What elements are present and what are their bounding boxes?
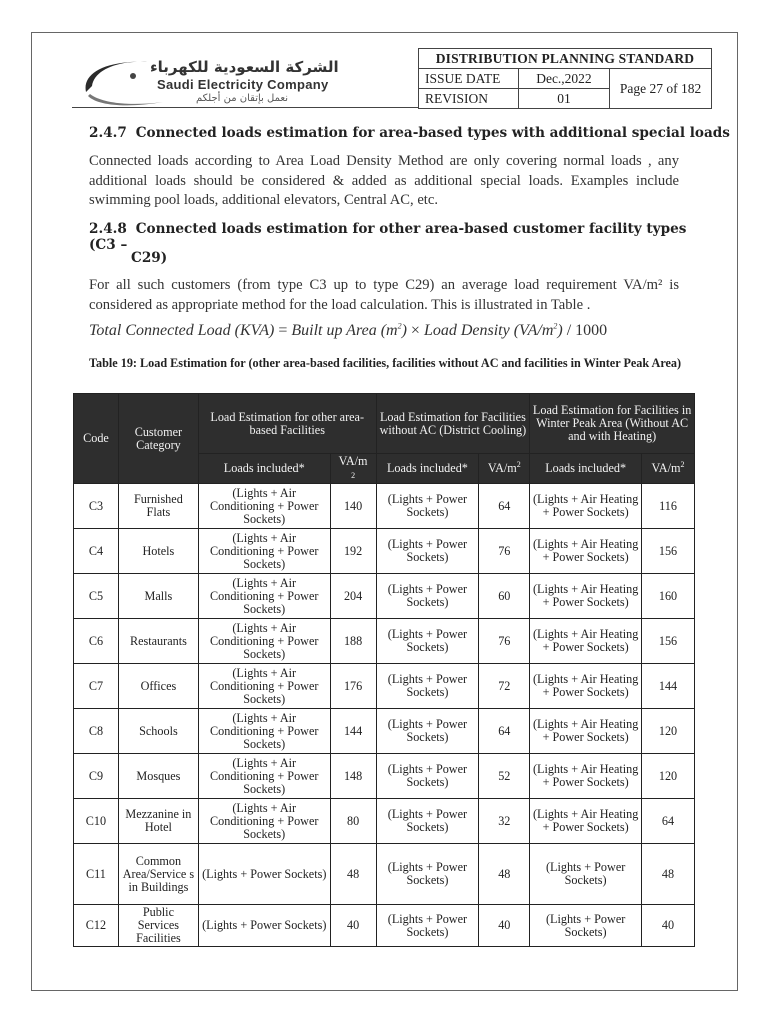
cell-category: Public Services Facilities bbox=[118, 905, 198, 947]
cell-loads-area-based: (Lights + Air Conditioning + Power Sockets) bbox=[198, 799, 330, 844]
cell-code: C4 bbox=[74, 529, 119, 574]
unit-label: VA/m bbox=[338, 454, 368, 468]
cell-va-area-based: 80 bbox=[330, 799, 376, 844]
col-header-va-m2 bbox=[642, 454, 695, 484]
cell-va-winter-peak: 120 bbox=[642, 709, 695, 754]
cell-category: Furnished Flats bbox=[118, 484, 198, 529]
cell-code: C3 bbox=[74, 484, 119, 529]
document-header-table bbox=[418, 48, 712, 109]
cell-loads-area-based: (Lights + Air Conditioning + Power Sockets) bbox=[198, 754, 330, 799]
cell-category: Common Area/Service s in Buildings bbox=[118, 844, 198, 905]
company-slogan-arabic: نعمل بإتقان من أجلكم bbox=[196, 93, 288, 104]
cell-va-area-based: 144 bbox=[330, 709, 376, 754]
table-row bbox=[74, 754, 695, 799]
cell-va-without-ac: 52 bbox=[479, 754, 530, 799]
cell-loads-area-based: (Lights + Air Conditioning + Power Sockets) bbox=[198, 529, 330, 574]
cell-loads-area-based: (Lights + Power Sockets) bbox=[198, 844, 330, 905]
cell-loads-without-ac: (Lights + Power Sockets) bbox=[376, 754, 479, 799]
formula-lhs: Total Connected Load (KVA) bbox=[89, 322, 275, 339]
cell-va-area-based: 192 bbox=[330, 529, 376, 574]
cell-va-winter-peak: 48 bbox=[642, 844, 695, 905]
cell-category: Malls bbox=[118, 574, 198, 619]
formula-paren: ) bbox=[401, 322, 407, 339]
cell-va-winter-peak: 40 bbox=[642, 905, 695, 947]
cell-loads-without-ac: (Lights + Power Sockets) bbox=[376, 619, 479, 664]
cell-code: C9 bbox=[74, 754, 119, 799]
cell-va-without-ac: 64 bbox=[479, 484, 530, 529]
cell-va-without-ac: 60 bbox=[479, 574, 530, 619]
table-row bbox=[74, 574, 695, 619]
formula-divide: / 1000 bbox=[562, 322, 608, 339]
col-header-va-m2 bbox=[479, 454, 530, 484]
formula-sup: 2 bbox=[397, 321, 402, 331]
issue-date-label: ISSUE DATE bbox=[419, 69, 519, 89]
cell-loads-without-ac: (Lights + Power Sockets) bbox=[376, 905, 479, 947]
revision-value: 01 bbox=[518, 89, 609, 109]
cell-loads-without-ac: (Lights + Power Sockets) bbox=[376, 664, 479, 709]
load-formula bbox=[89, 322, 607, 340]
section-body-2-4-8: For all such customers (from type C3 up to type C29) an average load requirement VA/m² is considered as appropriate method for the load calculation. This is illustrated in Table . bbox=[89, 277, 679, 313]
cell-loads-without-ac: (Lights + Power Sockets) bbox=[376, 844, 479, 905]
cell-code: C8 bbox=[74, 709, 119, 754]
col-group-without-ac: Load Estimation for Facilities without AC (District Cooling) bbox=[376, 394, 530, 454]
cell-va-area-based: 188 bbox=[330, 619, 376, 664]
cell-loads-winter-peak: (Lights + Air Heating + Power Sockets) bbox=[530, 799, 642, 844]
cell-loads-without-ac: (Lights + Power Sockets) bbox=[376, 574, 479, 619]
col-header-loads-included: Loads included* bbox=[198, 454, 330, 484]
section-heading-2-4-7 bbox=[89, 125, 730, 141]
cell-loads-winter-peak: (Lights + Air Heating + Power Sockets) bbox=[530, 574, 642, 619]
section-heading-2-4-8-cont: C29) bbox=[131, 250, 168, 266]
col-header-loads-included: Loads included* bbox=[530, 454, 642, 484]
table-caption: Table 19: Load Estimation for (other area-based facilities, facilities without AC and facilities in Winter Peak Area) bbox=[89, 356, 682, 370]
issue-date-value: Dec.,2022 bbox=[518, 69, 609, 89]
cell-va-area-based: 176 bbox=[330, 664, 376, 709]
cell-va-area-based: 40 bbox=[330, 905, 376, 947]
cell-loads-without-ac: (Lights + Power Sockets) bbox=[376, 709, 479, 754]
section-title-line1: Connected loads estimation for other area-based customer facility types (C3 – bbox=[89, 221, 687, 253]
cell-va-without-ac: 32 bbox=[479, 799, 530, 844]
cell-loads-area-based: (Lights + Air Conditioning + Power Sockets) bbox=[198, 664, 330, 709]
cell-category: Hotels bbox=[118, 529, 198, 574]
section-title: Connected loads estimation for area-based types with additional special loads bbox=[135, 125, 730, 141]
unit-label: VA/m bbox=[487, 461, 517, 475]
cell-va-winter-peak: 156 bbox=[642, 529, 695, 574]
cell-va-area-based: 204 bbox=[330, 574, 376, 619]
page-number: Page 27 of 182 bbox=[610, 69, 712, 109]
section-number: 2.4.8 bbox=[89, 221, 127, 237]
cell-loads-without-ac: (Lights + Power Sockets) bbox=[376, 484, 479, 529]
cell-va-without-ac: 72 bbox=[479, 664, 530, 709]
company-name-english: Saudi Electricity Company bbox=[157, 77, 329, 92]
cell-category: Mosques bbox=[118, 754, 198, 799]
unit-label: VA/m bbox=[651, 461, 681, 475]
section-number: 2.4.7 bbox=[89, 125, 127, 141]
formula-area: Built up Area (m bbox=[291, 322, 398, 339]
load-estimation-table bbox=[73, 393, 695, 947]
formula-equals: = bbox=[274, 322, 292, 339]
cell-va-area-based: 148 bbox=[330, 754, 376, 799]
table-row bbox=[74, 844, 695, 905]
cell-category: Offices bbox=[118, 664, 198, 709]
cell-loads-winter-peak: (Lights + Air Heating + Power Sockets) bbox=[530, 664, 642, 709]
col-header-code: Code bbox=[74, 394, 119, 484]
cell-va-without-ac: 76 bbox=[479, 619, 530, 664]
cell-loads-winter-peak: (Lights + Power Sockets) bbox=[530, 905, 642, 947]
cell-va-area-based: 48 bbox=[330, 844, 376, 905]
table-row bbox=[74, 709, 695, 754]
cell-loads-without-ac: (Lights + Power Sockets) bbox=[376, 799, 479, 844]
table-row bbox=[74, 529, 695, 574]
revision-label: REVISION bbox=[419, 89, 519, 109]
document-title: DISTRIBUTION PLANNING STANDARD bbox=[419, 49, 712, 69]
cell-loads-area-based: (Lights + Air Conditioning + Power Sockets) bbox=[198, 484, 330, 529]
cell-code: C12 bbox=[74, 905, 119, 947]
cell-va-winter-peak: 160 bbox=[642, 574, 695, 619]
table-row bbox=[74, 905, 695, 947]
cell-loads-area-based: (Lights + Air Conditioning + Power Sockets) bbox=[198, 619, 330, 664]
cell-loads-winter-peak: (Lights + Air Heating + Power Sockets) bbox=[530, 709, 642, 754]
cell-code: C7 bbox=[74, 664, 119, 709]
section-body-2-4-7: Connected loads according to Area Load Density Method are only covering normal loads , any additional loads should be considered & added as additional special loads. Examples include swimming pool loads, additional elevators, Central AC, etc. bbox=[89, 153, 679, 208]
cell-loads-area-based: (Lights + Air Conditioning + Power Sockets) bbox=[198, 709, 330, 754]
cell-code: C5 bbox=[74, 574, 119, 619]
formula-times: × bbox=[406, 322, 424, 339]
cell-va-without-ac: 64 bbox=[479, 709, 530, 754]
unit-exponent: 2 bbox=[351, 471, 356, 480]
cell-va-without-ac: 76 bbox=[479, 529, 530, 574]
col-header-va-m2 bbox=[330, 454, 376, 484]
table-row bbox=[74, 799, 695, 844]
section-heading-2-4-8 bbox=[89, 221, 689, 253]
cell-va-area-based: 140 bbox=[330, 484, 376, 529]
table-row bbox=[74, 484, 695, 529]
col-header-loads-included: Loads included* bbox=[376, 454, 479, 484]
col-group-winter-peak: Load Estimation for Facilities in Winter Peak Area (Without AC and with Heating) bbox=[530, 394, 695, 454]
company-name-arabic: الشركة السعودية للكهرباء bbox=[150, 58, 339, 76]
cell-va-winter-peak: 156 bbox=[642, 619, 695, 664]
unit-exponent: 2 bbox=[680, 459, 685, 469]
cell-code: C10 bbox=[74, 799, 119, 844]
cell-loads-winter-peak: (Lights + Air Heating + Power Sockets) bbox=[530, 619, 642, 664]
table-row bbox=[74, 664, 695, 709]
cell-va-without-ac: 48 bbox=[479, 844, 530, 905]
cell-loads-area-based: (Lights + Air Conditioning + Power Sockets) bbox=[198, 574, 330, 619]
cell-loads-winter-peak: (Lights + Air Heating + Power Sockets) bbox=[530, 484, 642, 529]
cell-category: Mezzanine in Hotel bbox=[118, 799, 198, 844]
cell-loads-winter-peak: (Lights + Air Heating + Power Sockets) bbox=[530, 529, 642, 574]
formula-sup: 2 bbox=[553, 321, 558, 331]
cell-va-winter-peak: 64 bbox=[642, 799, 695, 844]
formula-density: Load Density (VA/m bbox=[423, 322, 554, 339]
cell-code: C11 bbox=[74, 844, 119, 905]
cell-category: Restaurants bbox=[118, 619, 198, 664]
col-header-category: Customer Category bbox=[118, 394, 198, 484]
cell-loads-winter-peak: (Lights + Power Sockets) bbox=[530, 844, 642, 905]
cell-loads-without-ac: (Lights + Power Sockets) bbox=[376, 529, 479, 574]
cell-code: C6 bbox=[74, 619, 119, 664]
header-divider bbox=[72, 107, 418, 108]
cell-va-winter-peak: 116 bbox=[642, 484, 695, 529]
cell-va-without-ac: 40 bbox=[479, 905, 530, 947]
cell-loads-area-based: (Lights + Power Sockets) bbox=[198, 905, 330, 947]
unit-exponent: 2 bbox=[516, 459, 521, 469]
cell-va-winter-peak: 120 bbox=[642, 754, 695, 799]
cell-loads-winter-peak: (Lights + Air Heating + Power Sockets) bbox=[530, 754, 642, 799]
cell-category: Schools bbox=[118, 709, 198, 754]
cell-va-winter-peak: 144 bbox=[642, 664, 695, 709]
formula-paren: ) bbox=[557, 322, 563, 339]
table-row bbox=[74, 619, 695, 664]
col-group-area-based: Load Estimation for other area-based Facilities bbox=[198, 394, 376, 454]
